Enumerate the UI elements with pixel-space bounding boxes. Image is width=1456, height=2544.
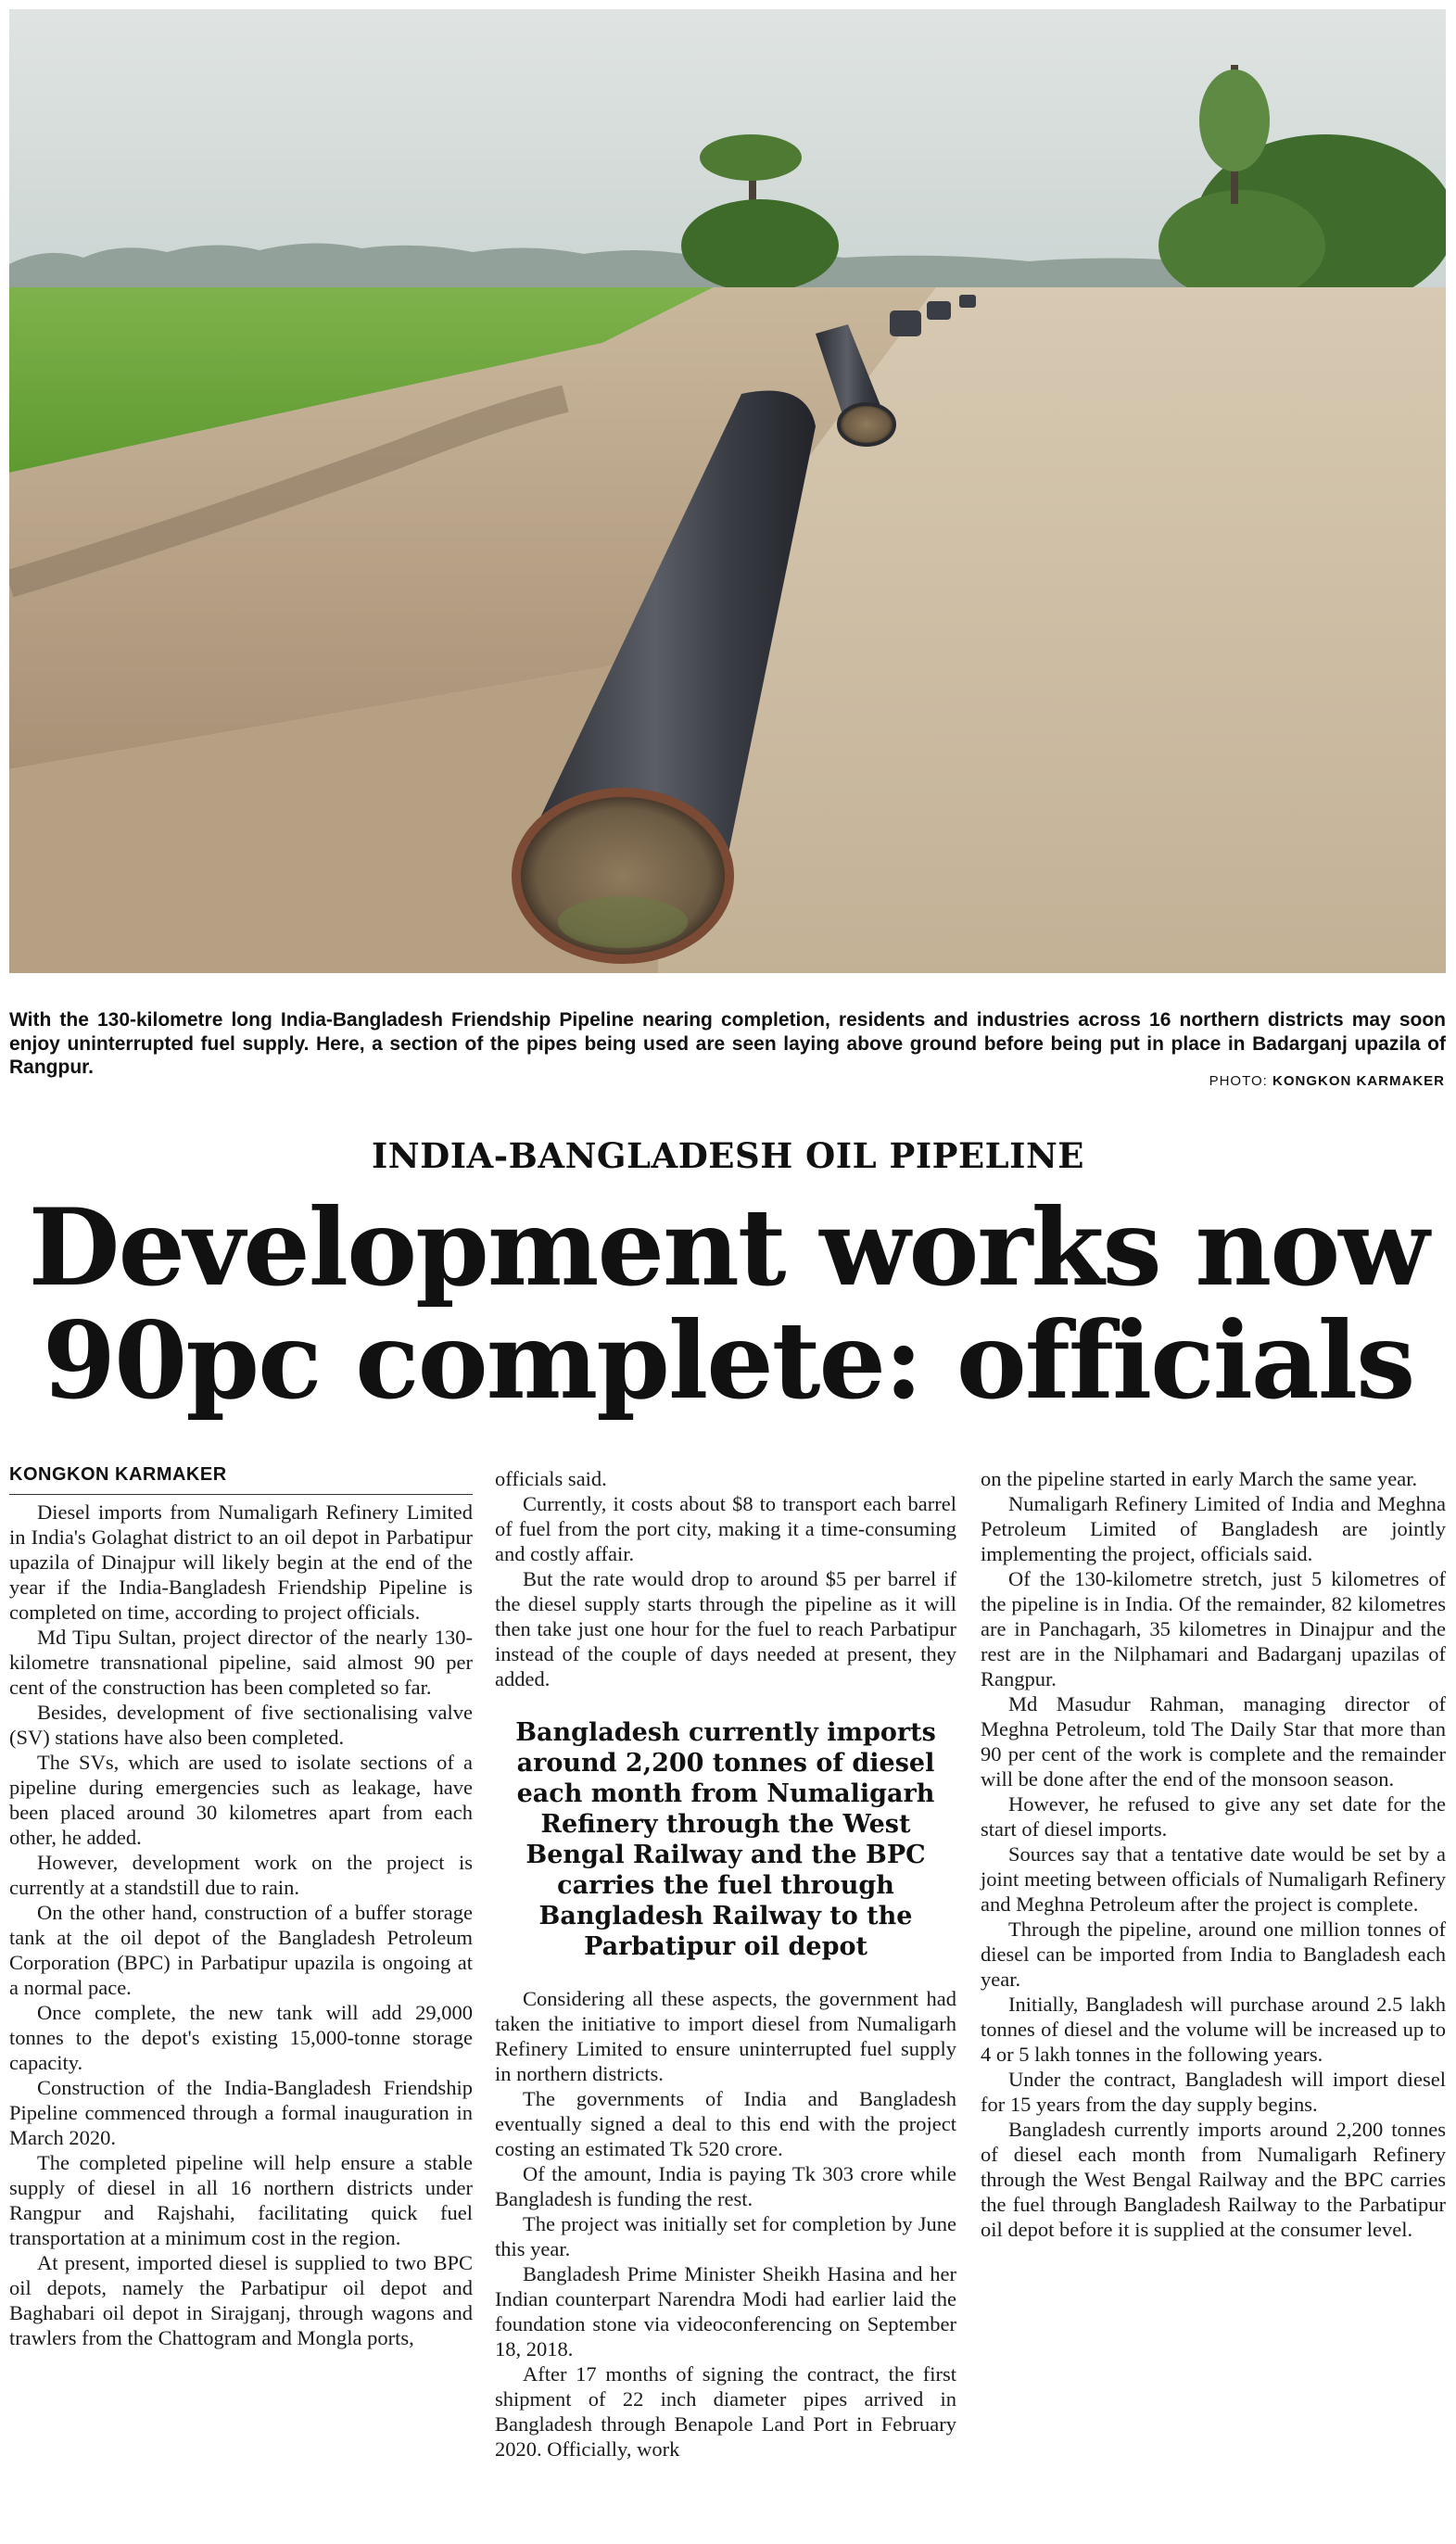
paragraph: on the pipeline started in early March the same year. [981,1467,1418,1490]
paragraph: officials said. [495,1467,607,1490]
paragraph: Once complete, the new tank will add 29,000 tonnes to the depot's existing 15,000-tonne storage capacity. [9,2001,473,2074]
paragraph: At present, imported diesel is supplied to two BPC oil depots, namely the Parbatipur oil depot and Baghabari oil depot in Sirajganj, through wagons and trawlers from the Chattogram and Mongla ports, [9,2251,473,2349]
paragraph: Through the pipeline, around one million tonnes of diesel can be imported from India to Bangladesh each year. [981,1917,1446,1991]
paragraph: The governments of India and Bangladesh eventually signed a deal to this end with the project costing an estimated Tk 520 crore. [495,2087,956,2160]
paragraph: However, development work on the project is currently at a standstill due to rain. [9,1851,473,1899]
paragraph: However, he refused to give any set date for the start of diesel imports. [981,1792,1446,1841]
headline-line-2: 90pc complete: officials [42,1298,1414,1423]
paragraph: Bangladesh Prime Minister Sheikh Hasina and her Indian counterpart Narendra Modi had earlier laid the foundation stone via videoconferencing on September 18, 2018. [495,2262,956,2360]
paragraph: Besides, development of five sectionalising valve (SV) stations have also been completed. [9,1701,473,1749]
photo-credit-label: PHOTO: [1209,1073,1268,1089]
paragraph: Diesel imports from Numaligarh Refinery Limited in India's Golaghat district to an oil depot in Parbatipur upazila of Dinajpur will likely begin at the end of the year if the India-Bangladesh Friendship Pipeline is completed on time, according to project officials. [9,1500,473,1624]
paragraph: Sources say that a tentative date would be set by a joint meeting between officials of Numaligarh Refinery and Meghna Petroleum after the project is complete. [981,1842,1446,1916]
byline-divider [9,1494,473,1495]
paragraph: Currently, it costs about $8 to transport each barrel of fuel from the port city, making it a time-consuming and costly affair. [495,1492,956,1565]
photo-caption: With the 130-kilometre long India-Bangladesh Friendship Pipeline nearing completion, residents and industries across 16 northern districts may soon enjoy uninterrupted fuel supply. Here, a section of the pipes being used are seen laying above ground before being put in place in Badarganj upazila of Rangpur. [9,1009,1446,1078]
paragraph: But the rate would drop to around $5 per barrel if the diesel supply starts through the pipeline as it will then take just one hour for the fuel to reach Parbatipur instead of the couple of days needed at present, they added. [495,1567,956,1690]
byline: KONGKON KARMAKER [9,1464,227,1485]
paragraph: Of the amount, India is paying Tk 303 crore while Bangladesh is funding the rest. [495,2162,956,2210]
paragraph: The project was initially set for completion by June this year. [495,2212,956,2260]
article-column-1 [9,1500,473,2350]
paragraph: Numaligarh Refinery Limited of India and Meghna Petroleum Limited of Bangladesh are jointly implementing the project, officials said. [981,1492,1446,1565]
paragraph: Construction of the India-Bangladesh Friendship Pipeline commenced through a formal inauguration in March 2020. [9,2076,473,2149]
paragraph: On the other hand, construction of a buffer storage tank at the oil depot of the Bangladesh Petroleum Corporation (BPC) in Parbatipur upazila is ongoing at a normal pace. [9,1901,473,1999]
pipeline-photo-illustration [9,9,1446,973]
photo-credit-name: KONGKON KARMAKER [1272,1073,1445,1089]
article-column-2 [495,1466,956,2462]
photo-credit [1209,1073,1445,1089]
article-headline [0,1185,1456,1423]
headline-line-1: Development works now [28,1185,1428,1310]
paragraph: Initially, Bangladesh will purchase around 2.5 lakh tonnes of diesel and the volume will be increased up to 4 or 5 lakh tonnes in the following years. [981,1993,1446,2066]
paragraph: Under the contract, Bangladesh will import diesel for 15 years from the day supply begins. [981,2068,1446,2116]
pull-quote: Bangladesh currently imports around 2,200 tonnes of diesel each month from Numaligarh Refinery through the West Bengal Railway and the BPC carries the fuel through Bangladesh Railway to the Parbatipur oil depot [515,1718,936,1961]
paragraph: After 17 months of signing the contract, the first shipment of 22 inch diameter pipes arrived in Bangladesh through Benapole Land Port in February 2020. Officially, work [495,2362,956,2461]
paragraph: Of the 130-kilometre stretch, just 5 kilometres of the pipeline is in India. Of the remainder, 82 kilometres are in Panchagarh, 35 kilometres in Dinajpur and the rest are in the Nilphamari and Badarganj upazilas of Rangpur. [981,1567,1446,1690]
paragraph: The completed pipeline will help ensure a stable supply of diesel in all 16 northern districts under Rangpur and Rajshahi, facilitating quick fuel transportation at a minimum cost in the region. [9,2151,473,2249]
paragraph: Bangladesh currently imports around 2,200 tonnes of diesel each month from Numaligarh Refinery through the West Bengal Railway and the BPC carries the fuel through Bangladesh Railway to the Parbatipur oil depot before it is supplied at the consumer level. [981,2118,1446,2241]
paragraph: Md Masudur Rahman, managing director of Meghna Petroleum, told The Daily Star that more than 90 per cent of the work is complete and the remainder will be done after the end of the monsoon season. [981,1692,1446,1791]
article-column-3 [981,1466,1446,2242]
article-kicker: INDIA-BANGLADESH OIL PIPELINE [372,1135,1084,1176]
paragraph: Md Tipu Sultan, project director of the nearly 130-kilometre transnational pipeline, said almost 90 per cent of the construction has been completed so far. [9,1626,473,1699]
pipeline-photo [9,9,1446,973]
paragraph: Considering all these aspects, the government had taken the initiative to import diesel from Numaligarh Refinery Limited to ensure uninterrupted fuel supply in northern districts. [495,1987,956,2085]
paragraph: The SVs, which are used to isolate sections of a pipeline during emergencies such as leakage, have been placed around 30 kilometres apart from each other, he added. [9,1751,473,1849]
